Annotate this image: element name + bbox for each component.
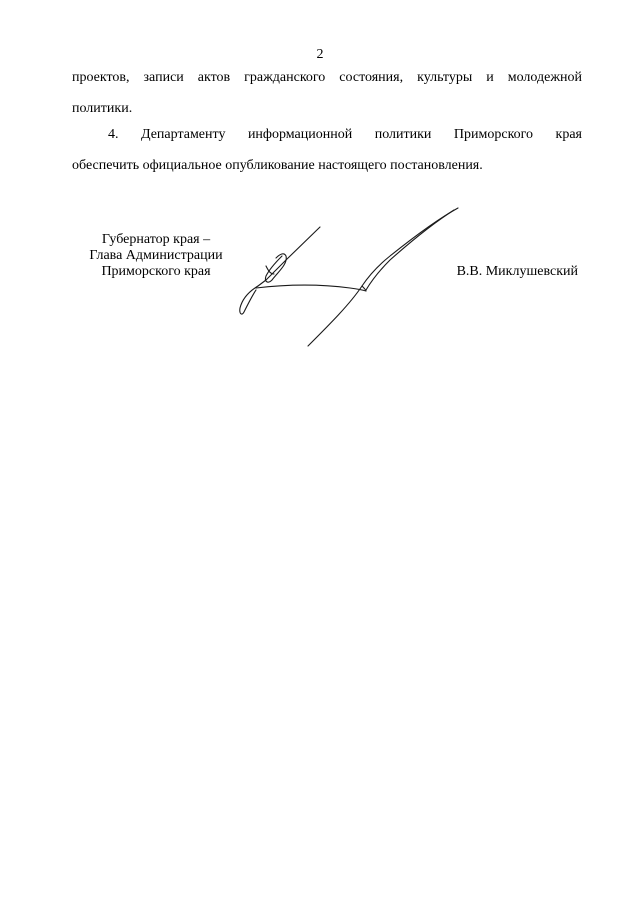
- paragraph-line: политики.: [72, 101, 133, 116]
- position-line: Приморского края: [101, 264, 211, 279]
- signer-name: В.В. Миклушевский: [456, 264, 578, 279]
- paragraph-line: 4. Департаменту информационной политики Приморского края: [108, 127, 582, 142]
- paragraph-line: обеспечить официальное опубликование настоящего постановления.: [72, 158, 483, 173]
- page-number: 2: [316, 47, 324, 62]
- paragraph-continuation: [72, 70, 582, 132]
- position-line: Глава Администрации: [89, 248, 223, 263]
- position-line: Губернатор края –: [101, 232, 211, 247]
- paragraph-item-4: [72, 127, 582, 189]
- handwritten-signature: [230, 200, 470, 350]
- signatory-position: [56, 232, 256, 280]
- paragraph-line: проектов, записи актов гражданского состояния, культуры и молодежной: [72, 70, 582, 85]
